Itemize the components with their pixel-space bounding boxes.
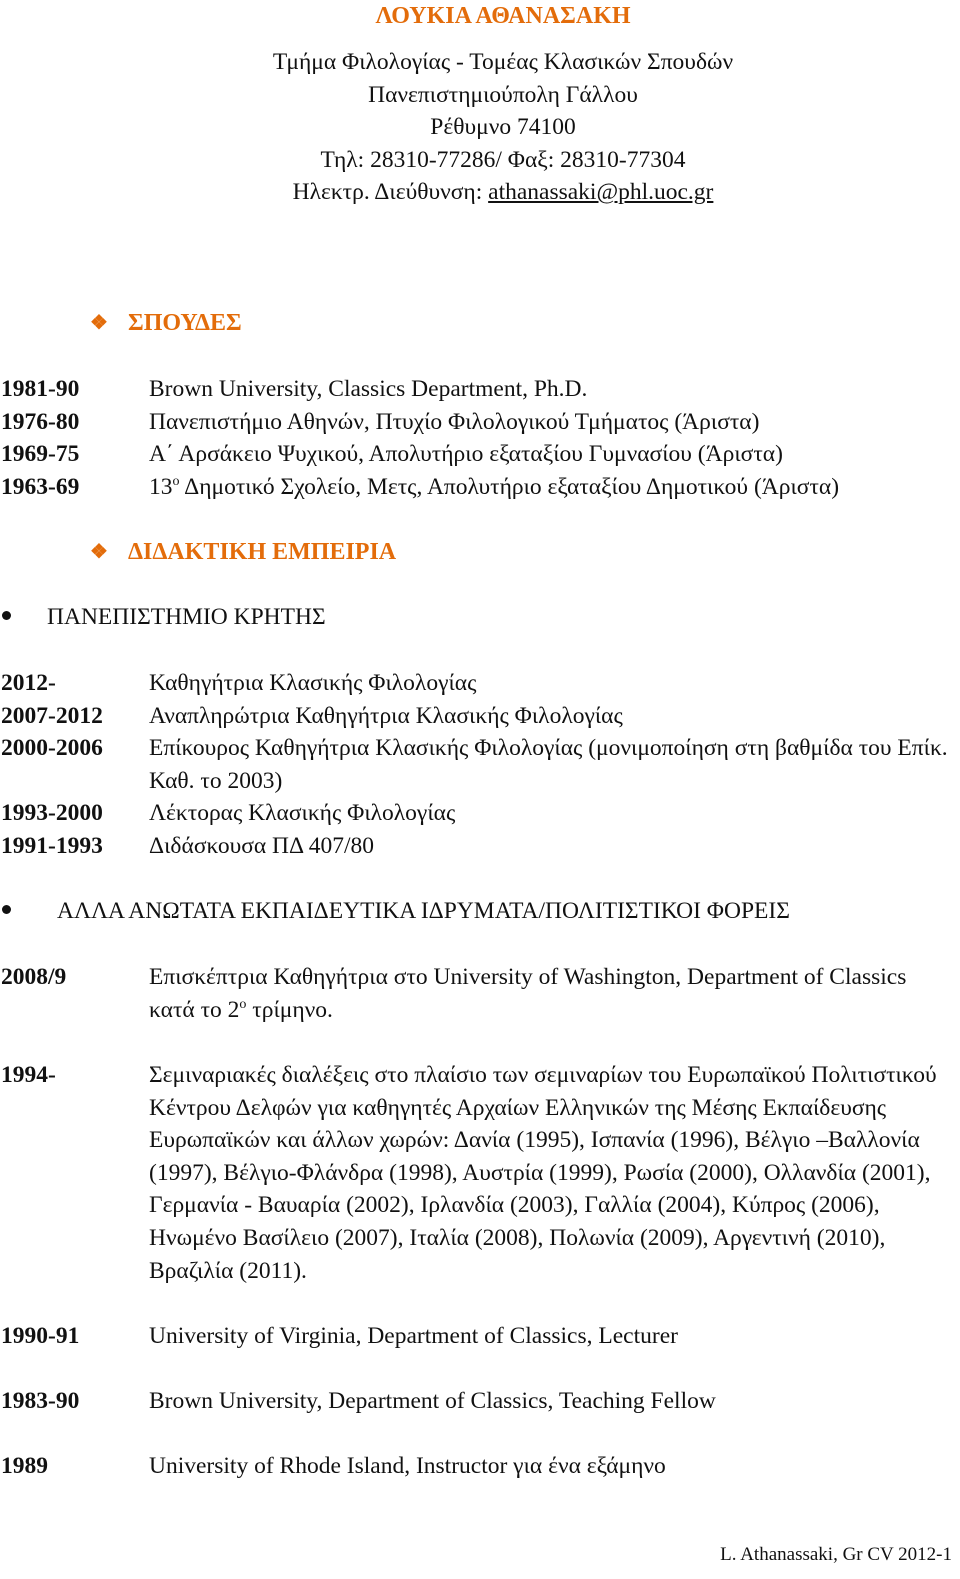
- entry-year: 1993-2000: [1, 800, 103, 827]
- entry-year: 2000-2006: [1, 735, 103, 762]
- entry-text: Α΄ Αρσάκειο Ψυχικού, Απολυτήριο εξαταξίου Γυμνασίου (Άριστα): [149, 441, 783, 468]
- entry-year: 1963-69: [1, 473, 80, 500]
- entry-text: [149, 471, 956, 504]
- entry-year: 1976-80: [1, 408, 80, 435]
- bullet-dot-icon: [2, 611, 11, 620]
- entry-year: 1969-75: [1, 441, 80, 468]
- entry-text: Brown University, Department of Classics, Teaching Fellow: [149, 1388, 716, 1414]
- entry-text: Λέκτορας Κλασικής Φιλολογίας: [149, 800, 456, 827]
- list-item: [1, 732, 956, 797]
- other-list-4: [1, 1385, 956, 1418]
- section-teaching: [90, 536, 396, 568]
- ordinal-superscript: ο: [172, 473, 180, 489]
- list-item: [1, 1059, 956, 1287]
- subheading-other: [0, 895, 790, 927]
- entry-text-a: Επισκέπτρια Καθηγήτρια στο University of Washington, Department of Classics κατά το 2: [149, 964, 907, 1023]
- entry-year: 2012-: [1, 670, 56, 696]
- subheading-crete-text: ΠΑΝΕΠΙΣΤΗΜΙΟ ΚΡΗΤΗΣ: [47, 604, 326, 630]
- entry-year: 1990-91: [1, 1323, 80, 1349]
- other-list-2: [1, 1059, 956, 1287]
- list-item: [1, 700, 956, 733]
- city-line: Ρέθυμνο 74100: [430, 114, 576, 141]
- email-line: [0, 176, 960, 209]
- entry-text: Σεμιναριακές διαλέξεις στο πλαίσιο των σεμιναρίων του Ευρωπαϊκού Πολιτιστικού Κέντρου Δελφών για καθηγητές Αρχαίων Ελληνικών της Μέσης Εκπαίδευσης Ευρωπαϊκών και άλλων χωρών: Δανία (1995), Ισπανία (1996), Βέλγιο –Βαλλονία (1997), Βέλγιο-Φλάνδρα (1998), Αυστρία (1999), Ρωσία (2000), Ολλανδία (2001), Γερμανία - Βαυαρία (2002), Ιρλανδία (2003), Γαλλία (2004), Κύπρος (2006), Ηνωμένο Βασίλειο (2007), Ιταλία (2008), Πολωνία (2009), Αργεντινή (2010), Βραζιλία (2011).: [149, 1062, 937, 1284]
- list-item: [1, 438, 956, 471]
- entry-year: 1991-1993: [1, 832, 103, 859]
- email-label: Ηλεκτρ. Διεύθυνση:: [292, 179, 489, 206]
- subheading-crete: [0, 601, 326, 633]
- other-list-3: [1, 1320, 956, 1353]
- list-item: [1, 1450, 956, 1483]
- list-item: [1, 667, 956, 700]
- section-studies: [90, 307, 242, 339]
- section-teaching-title: ΔΙΔΑΚΤΙΚΗ ΕΜΠΕΙΡΙΑ: [128, 539, 397, 565]
- department-line: Τμήμα Φιλολογίας - Τομέας Κλασικών Σπουδών: [272, 49, 734, 75]
- other-list: [1, 961, 956, 1026]
- other-list-5: [1, 1450, 956, 1483]
- contact-block: [0, 46, 960, 209]
- entry-text: Brown University, Classics Department, Ph.D.: [149, 376, 588, 402]
- list-item: [1, 471, 956, 504]
- diamond-bullet-icon: ❖: [90, 541, 108, 563]
- entry-text-b: τρίμηνο.: [246, 996, 333, 1023]
- cv-name: ΛΟΥΚΙΑ ΑΘΑΝΑΣΑΚΗ: [375, 3, 631, 29]
- entry-year: 1981-90: [1, 376, 80, 402]
- bullet-dot-icon: [2, 905, 11, 914]
- entry-text: Καθηγήτρια Κλασικής Φιλολογίας: [149, 670, 477, 696]
- entry-text: University of Rhode Island, Instructor για ένα εξάμηνο: [149, 1453, 666, 1479]
- entry-text-number: 13: [149, 473, 173, 500]
- entry-text: Αναπληρώτρια Καθηγήτρια Κλασικής Φιλολογίας: [149, 702, 623, 729]
- entry-year: 1994-: [1, 1062, 56, 1088]
- entry-year: 1989: [1, 1453, 48, 1479]
- diamond-bullet-icon: ❖: [90, 312, 108, 334]
- entry-text: Διδάσκουσα ΠΔ 407/80: [149, 832, 374, 859]
- section-studies-title: ΣΠΟΥΔΕΣ: [128, 310, 242, 336]
- subheading-other-text: ΑΛΛΑ ΑΝΩΤΑΤΑ ΕΚΠΑΙΔΕΥΤΙΚΑ ΙΔΡΥΜΑΤΑ/ΠΟΛΙΤΙΣΤΙΚΟΙ ΦΟΡΕΙΣ: [57, 898, 790, 924]
- list-item: [1, 797, 956, 830]
- list-item: [1, 961, 956, 1026]
- email-link[interactable]: athanassaki@phl.uoc.gr: [488, 179, 714, 206]
- phone-line: Τηλ: 28310-77286/ Φαξ: 28310-77304: [320, 146, 686, 173]
- ordinal-superscript: ο: [239, 996, 247, 1012]
- crete-list: [1, 667, 956, 863]
- entry-year: 1983-90: [1, 1388, 80, 1414]
- list-item: [1, 1320, 956, 1353]
- studies-list: [1, 373, 956, 503]
- list-item: [1, 830, 956, 863]
- list-item: [1, 373, 956, 406]
- entry-text-rest: Δημοτικό Σχολείο, Μετς, Απολυτήριο εξαταξίου Δημοτικού (Άριστα): [179, 473, 840, 500]
- campus-line: Πανεπιστημιούπολη Γάλλου: [368, 81, 638, 108]
- list-item: [1, 406, 956, 439]
- entry-text: Πανεπιστήμιο Αθηνών, Πτυχίο Φιλολογικού Τμήματος (Άριστα): [149, 408, 760, 435]
- entry-text: University of Virginia, Department of Classics, Lecturer: [149, 1323, 678, 1349]
- entry-year: 2007-2012: [1, 702, 103, 729]
- entry-text: Επίκουρος Καθηγήτρια Κλασικής Φιλολογίας (μονιμοποίηση στη βαθμίδα του Επίκ. Καθ. το 2003): [149, 735, 948, 794]
- entry-text: [149, 961, 956, 1026]
- list-item: [1, 1385, 956, 1418]
- entry-year: 2008/9: [1, 964, 67, 990]
- page-footer: L. Athanassaki, Gr CV 2012-1: [720, 1544, 952, 1565]
